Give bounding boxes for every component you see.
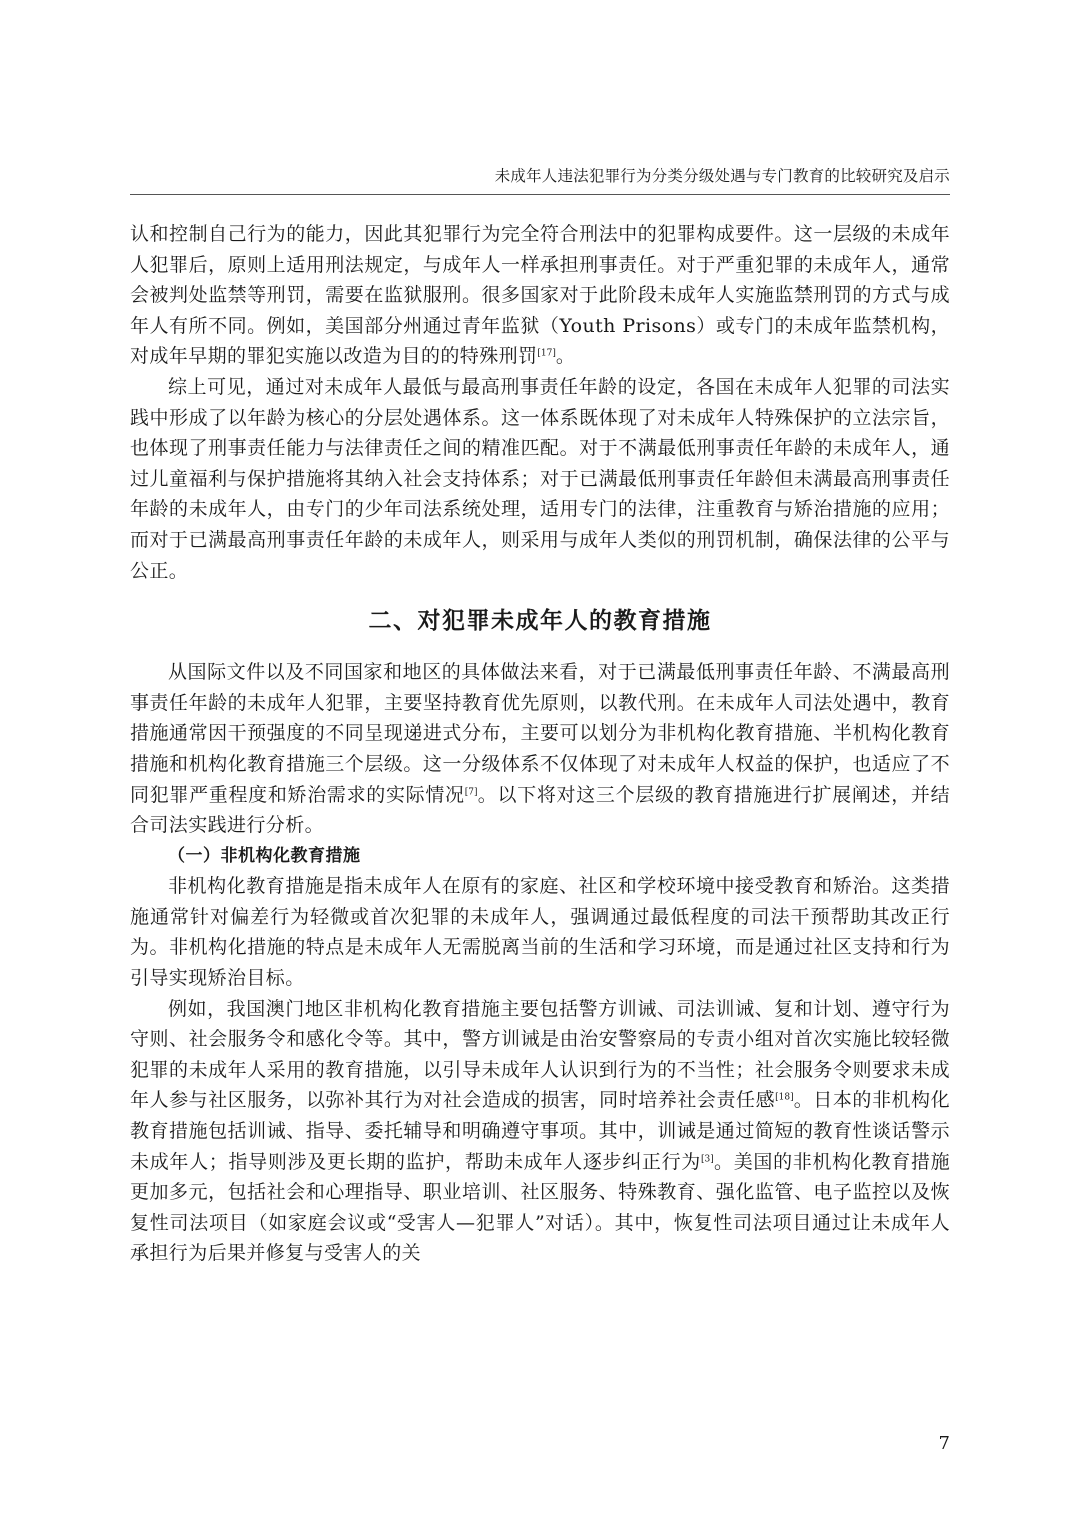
paragraph-non-institutional-definition [130,871,950,993]
citation-3: [3] [700,1153,714,1164]
paragraph-text: 。美国的非机构化教育措施更加多元，包括社会和心理指导、职业培训、社区服务、特殊教育、强化监管、电子监控以及恢复性司法项目（如家庭会议或 [130,1150,950,1234]
paragraph-education-overview [130,657,950,841]
paragraph-criminal-responsibility-adults [130,219,950,372]
paragraph-text: 非机构化教育措施是指未成年人在原有的家庭、社区和学校环境中接受教育和矫治。这类措施通常针对偏差行为轻微或首次犯罪的未成年人，强调通过最低程度的司法干预帮助其改正行为。非机构化措施的特点是未成年人无需脱离当前的生活和学习环境，而是通过社区支持和行为引导实现矫治目标。 [130,875,950,990]
paragraph-text: 综上可见，通过对未成年人最低与最高刑事责任年龄的设定，各国在未成年人犯罪的司法实践中形成了以年龄为核心的分层处遇体系。这一体系既体现了对未成年人特殊保护的立法宗旨，也体现了刑事责任能力与法律责任之间的精准匹配。对于不满最低刑事责任年龄的未成年人，通过儿童福利与保护措施将其纳入社会支持体系；对于已满最低刑事责任年龄但未满最高刑事责任年龄的未成年人，由专门的少年司法系统处理，适用专门的法律，注重教育与矫治措施的应用；而对于已满最高刑事责任年龄的未成年人，则采用与成年人类似的刑罚机制，确保法律的公平与公正。 [130,375,950,582]
paragraph-text: 例如，我国澳门地区非机构化教育措施主要包括警方训诫、司法训诫、复和计划、遵守行为守则、社会服务令和感化令等。其中，警方训诫是由治安警察局的专责小组对首次实施比较轻微犯罪的未成年人采用的教育措施，以引导未成年人认识到行为的不当性；社会服务令则要求未成年人参与社区服务，以弥补其行为对社会造成的损害，同时培养社会责任感 [130,997,950,1112]
paragraph-end: 。 [555,345,576,368]
quoted-text: 受害人—犯罪人 [396,1211,536,1234]
paragraph-end: 。以下将对这三个层级的教育措施进行扩展阐述，并结合司法实践进行分析。 [130,783,950,837]
paragraph-non-institutional-examples [130,994,950,1269]
section-title: 二、对犯罪未成年人的教育措施 [368,608,712,635]
subsection-title: （一）非机构化教育措施 [168,845,361,866]
close-quote: ” [535,1211,545,1234]
paragraph-text: 。日本的非机构化教育措施包括训诫、指导、委托辅导和明确遵守事项。其中，训诫是通过简短的教育性谈话警示未成年人；指导则涉及更长期的监护，帮助未成年人逐步纠正行为 [130,1089,951,1173]
header-rule [130,194,950,195]
paragraph-text: 对话）。其中，恢复性司法项目通过让未成年人承担行为后果并修复与受害人的关 [130,1211,950,1265]
running-header: 未成年人违法犯罪行为分类分级处遇与专门教育的比较研究及启示 [494,167,950,185]
open-quote: “ [386,1211,397,1234]
citation-18: [18] [775,1092,794,1103]
paragraph-text: 认和控制自己行为的能力，因此其犯罪行为完全符合刑法中的犯罪构成要件。这一层级的未成年人犯罪后，原则上适用刑法规定，与成年人一样承担刑事责任。对于严重犯罪的未成年人，通常会被判处监禁等刑罚，需要在监狱服刑。很多国家对于此阶段未成年人实施监禁刑罚的方式与成年人有所不同。例如，美国部分州通过青年监狱（Youth Prisons）或专门的未成年监禁机构，对成年早期的罪犯实施以改造为目的的特殊刑罚 [130,223,950,368]
page-number: 7 [938,1433,950,1454]
page-body [130,219,950,1269]
paragraph-text: 从国际文件以及不同国家和地区的具体做法来看，对于已满最低刑事责任年龄、不满最高刑事责任年龄的未成年人犯罪，主要坚持教育优先原则，以教代刑。在未成年人司法处遇中，教育措施通常因干预强度的不同呈现递进式分布，主要可以划分为非机构化教育措施、半机构化教育措施和机构化教育措施三个层级。这一分级体系不仅体现了对未成年人权益的保护，也适应了不同犯罪严重程度和矫治需求的实际情况 [130,661,950,806]
citation-17: [17] [537,348,556,359]
paragraph-summary [130,372,950,586]
citation-7: [7] [464,786,478,797]
